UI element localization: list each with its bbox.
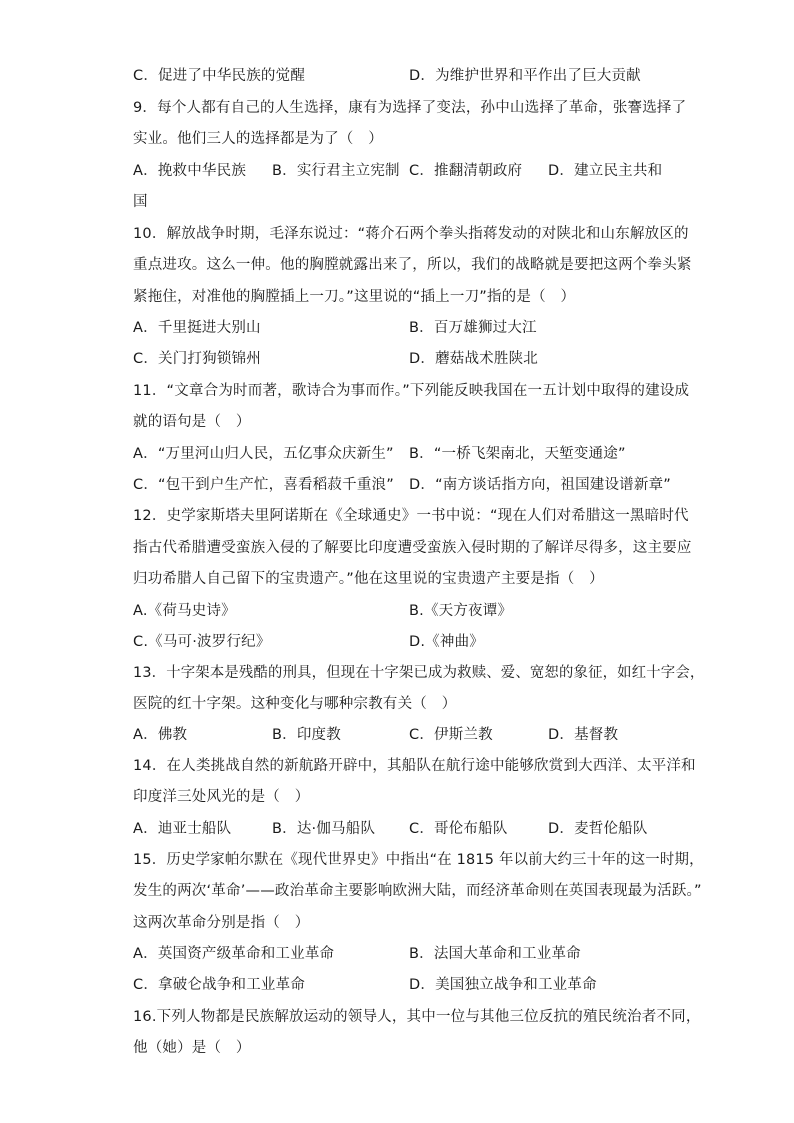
- question-14-option-b: B．达·伽马船队: [272, 821, 376, 837]
- question-14-line-1: 14．在人类挑战自然的新航路开辟中，其船队在航行途中能够欣赏到大西洋、太平洋和: [133, 758, 696, 774]
- question-11-option-d: D．“南方谈话指方向，祖国建设谱新章”: [409, 477, 671, 493]
- question-15-option-d: D．美国独立战争和工业革命: [409, 977, 597, 993]
- question-12-option-b: B.《天方夜谭》: [409, 603, 513, 619]
- question-15-line-2: 发生的两次‘革命’——政治革命主要影响欧洲大陆，而经济革命则在英国表现最为活跃。”: [133, 883, 702, 899]
- question-9-option-b: B．实行君主立宪制: [272, 163, 400, 179]
- question-11-line-1: 11．“文章合为时而著，歌诗合为事而作。”下列能反映我国在一五计划中取得的建设成: [133, 383, 690, 399]
- question-12-line-3: 归功希腊人自己留下的宝贵遗产。”他在这里说的宝贵遗产主要是指（ ）: [133, 571, 604, 587]
- question-9-option-c: C．推翻清朝政府: [409, 163, 523, 179]
- question-14-option-d: D．麦哲伦船队: [548, 821, 648, 837]
- question-16-line-2: 他（她）是（ ）: [133, 1040, 251, 1056]
- question-10-option-b: B．百万雄狮过大江: [409, 320, 537, 336]
- question-16-line-1: 16.下列人物都是民族解放运动的领导人，其中一位与其他三位反抗的殖民统治者不同，: [133, 1009, 701, 1025]
- question-11-line-2: 就的语句是（ ）: [133, 414, 251, 430]
- question-12-option-c: C.《马可·波罗行纪》: [133, 634, 271, 650]
- question-11-option-b: B．“一桥飞架南北，天堑变通途”: [409, 446, 626, 462]
- question-9-option-d: D．建立民主共和: [548, 163, 663, 179]
- question-12-line-2: 指古代希腊遭受蛮族入侵的了解要比印度遭受蛮族入侵时期的了解详尽得多，这主要应: [133, 540, 692, 556]
- question-14-option-a: A．迪亚士船队: [133, 821, 232, 837]
- question-13-option-b: B．印度教: [272, 727, 341, 743]
- question-12-line-1: 12．史学家斯塔夫里阿诺斯在《全球通史》一书中说：“现在人们对希腊这一黑暗时代: [133, 508, 689, 524]
- question-13-option-d: D．基督教: [548, 727, 619, 743]
- question-15-option-a: A．英国资产级革命和工业革命: [133, 946, 335, 962]
- option-d: D．为维护世界和平作出了巨大贡献: [409, 68, 641, 84]
- question-10-line-1: 10．解放战争时期，毛泽东说过：“蒋介石两个拳头指蒋发动的对陕北和山东解放区的: [133, 226, 689, 242]
- question-9-option-d-wrap: 国: [133, 194, 148, 210]
- option-c: C．促进了中华民族的觉醒: [133, 68, 306, 84]
- question-12-option-a: A.《荷马史诗》: [133, 603, 236, 619]
- question-14-option-c: C．哥伦布船队: [409, 821, 508, 837]
- question-14-line-2: 印度洋三处风光的是（ ）: [133, 789, 310, 805]
- question-10-line-3: 紧拖住，对准他的胸膛插上一刀。”这里说的“插上一刀”指的是（ ）: [133, 289, 576, 305]
- question-15-line-3: 这两次革命分别是指（ ）: [133, 915, 310, 931]
- question-15-option-b: B．法国大革命和工业革命: [409, 946, 581, 962]
- question-9-option-a: A．挽救中华民族: [133, 163, 247, 179]
- question-15-line-1: 15．历史学家帕尔默在《现代世界史》中指出“在 1815 年以前大约三十年的这一时期，: [133, 852, 704, 868]
- question-10-option-d: D．蘑菇战术胜陕北: [409, 351, 538, 367]
- question-9-line-2: 实业。他们三人的选择都是为了（ ）: [133, 131, 383, 147]
- question-10-option-a: A．千里挺进大别山: [133, 320, 261, 336]
- question-11-option-c: C．“包干到户生产忙，喜看稻菽千重浪”: [133, 477, 394, 493]
- question-9-line-1: 9．每个人都有自己的人生选择，康有为选择了变法，孙中山选择了革命，张謇选择了: [133, 100, 687, 116]
- question-13-option-c: C．伊斯兰教: [409, 727, 493, 743]
- question-10-line-2: 重点进攻。这么一伸。他的胸膛就露出来了，所以，我们的战略就是要把这两个拳头紧: [133, 257, 692, 273]
- question-10-option-c: C．关门打狗锁锦州: [133, 351, 261, 367]
- question-13-line-2: 医院的红十字架。这种变化与哪种宗教有关（ ）: [133, 696, 457, 712]
- question-11-option-a: A．“万里河山归人民，五亿事众庆新生”: [133, 446, 394, 462]
- question-12-option-d: D.《神曲》: [409, 634, 484, 650]
- question-13-line-1: 13．十字架本是残酷的刑具，但现在十字架已成为救赎、爱、宽恕的象征，如红十字会，: [133, 665, 705, 681]
- question-13-option-a: A．佛教: [133, 727, 188, 743]
- question-15-option-c: C．拿破仑战争和工业革命: [133, 977, 306, 993]
